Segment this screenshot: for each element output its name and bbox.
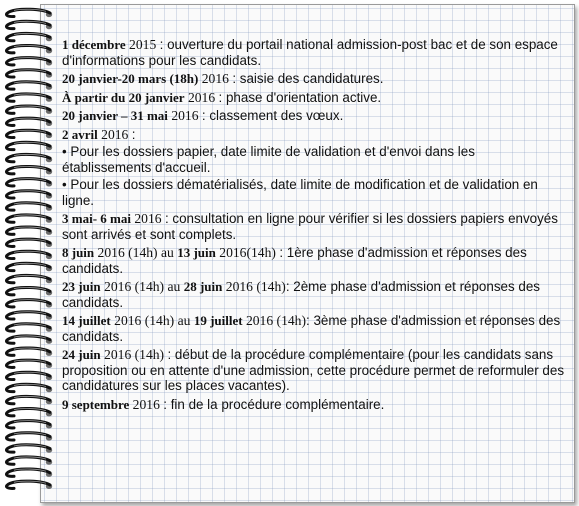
spiral-binding [0,0,60,506]
spiral-ring [7,263,53,271]
spiral-ring [7,21,53,29]
calendar-entry [62,127,567,143]
spiral-ring [7,142,53,150]
spiral-ring [7,300,53,308]
calendar-entry [62,144,567,175]
spiral-ring [7,239,53,247]
spiral-ring [7,46,53,54]
entry-year: 2016(14h) [215,245,280,260]
calendar-entry [62,347,567,394]
entry-year: 2016 (14h) [242,313,306,328]
calendar-entry [62,245,567,276]
spiral-ring [7,469,53,477]
entry-date: 19 juillet [193,313,243,328]
spiral-ring [7,433,53,441]
entry-text: : consultation en ligne pour vérifier si les dossiers papiers envoyés sont arrivés et sont complets. [62,211,558,242]
spiral-ring [7,82,53,90]
entry-text: : 1ère phase d'admission et réponses des candidats. [62,245,527,276]
calendar-list [62,37,567,415]
entry-text: : 3ème phase d'admission et réponses des candidats. [62,313,561,344]
calendar-entry [62,90,567,106]
entry-year: 2016 (14h) [100,347,168,362]
entry-date: 1 décembre [62,37,126,52]
entry-date: 3 mai- 6 mai [62,211,131,226]
spiral-ring [7,203,53,211]
calendar-entry [62,177,567,208]
spiral-ring [7,336,53,344]
spiral-ring [7,130,53,138]
entry-year: 2016 [184,89,219,105]
entry-year: 2016 (14h) au [100,279,184,294]
entry-text: : 2ème phase d'admission et réponses des candidats. [62,279,540,310]
entry-text: : classement des vœux. [201,108,344,123]
calendar-entry [62,397,567,413]
calendar-entry [62,71,567,87]
entry-year: 2016 [167,108,202,123]
spiral-ring [7,227,53,235]
entry-date: 14 juillet [62,313,111,328]
entry-year: 2016 [129,396,164,412]
spiral-ring [7,481,53,489]
entry-text: • Pour les dossiers papier, date limite de validation et d'envoi dans les établissements d'accueil. [62,144,475,175]
spiral-ring [7,372,53,380]
spiral-ring [7,33,53,41]
entry-date: 23 juin [62,279,101,294]
entry-text: : saisie des candidatures. [232,71,384,86]
entry-year: 2016 [97,126,132,142]
spiral-ring [7,179,53,187]
entry-date: 24 juin [62,347,101,362]
spiral-ring [7,167,53,175]
entry-date: 28 juin [183,279,223,294]
entry-date: À partir du 20 janvier [62,89,185,105]
entry-date: 8 juin [62,245,95,260]
spiral-ring [7,409,53,417]
entry-year: 2016 (14h) au [94,245,178,260]
spiral-ring [7,154,53,162]
entry-year: 2015 [125,37,160,52]
entry-date: 20 janvier – 31 mai [62,108,168,123]
spiral-ring [7,191,53,199]
entry-text: : début de la procédure complémentaire (pour les candidats sans proposition ou en attente d'une admission, cette procédure permet de reformuler des candidatures sur les places vacantes). [62,347,565,393]
entry-year: 2016 [130,211,165,226]
spiral-ring [7,58,53,66]
entry-date: 13 juin [177,245,216,260]
entry-year: 2016 (14h) au [110,313,194,328]
entry-text: • Pour les dossiers dématérialisés, date limite de modification et de validation en ligne. [62,177,538,208]
spiral-ring [7,457,53,465]
spiral-ring [7,396,53,404]
entry-text: : ouverture du portail national admission-post bac et de son espace d'informations pour les candidats. [62,37,558,68]
spiral-ring [7,384,53,392]
spiral-ring [7,445,53,453]
spiral-ring [7,324,53,332]
spiral-ring [7,275,53,283]
spiral-ring [7,94,53,102]
spiral-ring [7,106,53,114]
calendar-entry [62,37,567,68]
spiral-ring [7,118,53,126]
entry-text: : [131,126,136,142]
entry-date: 20 janvier-20 mars (18h) [62,71,199,86]
entry-date: 9 septembre [62,396,130,412]
spiral-ring [7,215,53,223]
spiral-ring [7,251,53,259]
entry-year: 2016 [198,71,233,86]
entry-text: : fin de la procédure complémentaire. [163,396,385,412]
calendar-entry [62,313,567,344]
spiral-ring [7,348,53,356]
entry-date: 2 avril [62,126,98,142]
calendar-entry [62,108,567,124]
spiral-ring [7,9,53,17]
entry-year: 2016 (14h) [222,279,286,294]
entry-text: : phase d'orientation active. [218,89,382,105]
spiral-ring [7,70,53,78]
calendar-entry [62,279,567,310]
spiral-ring [7,312,53,320]
calendar-entry [62,211,567,242]
spiral-ring [7,421,53,429]
spiral-ring [7,288,53,296]
spiral-ring [7,360,53,368]
